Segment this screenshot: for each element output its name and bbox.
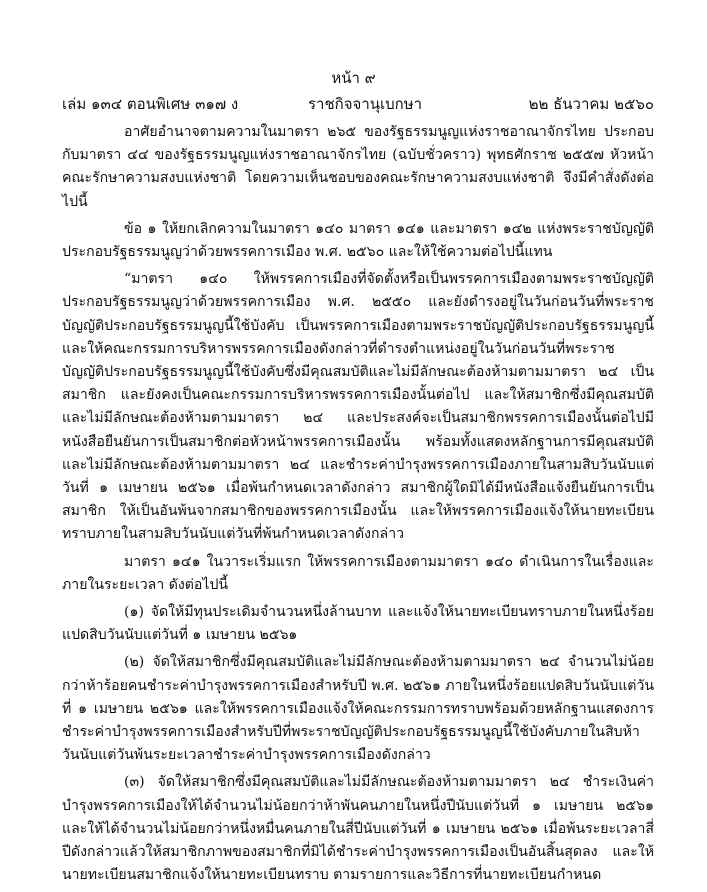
item-1-paragraph: (๑) จัดให้มีทุนประเดิมจำนวนหนึ่งล้านบาท และแจ้งให้นายทะเบียนทราบภายในหนึ่งร้อยแปดสิบวันนับแต่วันที่ ๑ เมษายน ๒๕๖๑	[62, 604, 654, 644]
page-number: หน้า ๙	[331, 69, 376, 87]
gazette-header	[62, 92, 654, 114]
item-2-paragraph: (๒) จัดให้สมาชิกซึ่งมีคุณสมบัติและไม่มีลักษณะต้องห้ามตามมาตรา ๒๔ จำนวนไม่น้อยกว่าห้าร้อยคนชำระค่าบำรุงพรรคการเมืองสำหรับปี พ.ศ. ๒๕๖๑ ภายในหนึ่งร้อยแปดสิบวันนับแต่วันที่ ๑ เมษายน ๒๕๖๑ และให้พรรคการเมืองแจ้งให้คณะกรรมการทราบพร้อมด้วยหลักฐานแสดงการชำระค่าบำรุงพรรคการเมืองสำหรับปีที่พระราชบัญญัติประกอบรัฐธรรมนูญนี้ใช้บังคับภายในสิบห้าวันนับแต่วันพ้นระยะเวลาชำระค่าบำรุงพรรคการเมืองดังกล่าว	[62, 654, 654, 764]
preamble-paragraph: อาศัยอำนาจตามความในมาตรา ๒๖๕ ของรัฐธรรมนูญแห่งราชอาณาจักรไทย ประกอบกับมาตรา ๔๔ ของรัฐธรรมนูญแห่งราชอาณาจักรไทย (ฉบับชั่วคราว) พุทธศักราช ๒๕๕๗ หัวหน้าคณะรักษาความสงบแห่งชาติ โดยความเห็นชอบของคณะรักษาความสงบแห่งชาติ จึงมีคำสั่งดังต่อไปนี้	[62, 124, 654, 210]
item-3-paragraph: (๓) จัดให้สมาชิกซึ่งมีคุณสมบัติและไม่มีลักษณะต้องห้ามตามมาตรา ๒๔ ชำระเงินค่าบำรุงพรรคการเมืองให้ได้จำนวนไม่น้อยกว่าห้าพันคนภายในหนึ่งปีนับแต่วันที่ ๑ เมษายน ๒๕๖๑ และให้ได้จำนวนไม่น้อยกว่าหนึ่งหมื่นคนภายในสี่ปีนับแต่วันที่ ๑ เมษายน ๒๕๖๑ เมื่อพ้นระยะเวลาสี่ปีดังกล่าวแล้วให้สมาชิกภาพของสมาชิกที่มิได้ชำระค่าบำรุงพรรคการเมืองเป็นอันสิ้นสุดลง และให้นายทะเบียนสมาชิกแจ้งให้นายทะเบียนทราบ ตามรายการและวิธีการที่นายทะเบียนกำหนด	[62, 774, 654, 884]
clause-1-paragraph: ข้อ ๑ ให้ยกเลิกความในมาตรา ๑๔๐ มาตรา ๑๔๑ และมาตรา ๑๔๒ แห่งพระราชบัญญัติประกอบรัฐธรรมนูญว่าด้วยพรรคการเมือง พ.ศ. ๒๕๖๐ และให้ใช้ความต่อไปนี้แทน	[62, 220, 654, 261]
section-141-paragraph: มาตรา ๑๔๑ ในวาระเริ่มแรก ให้พรรคการเมืองตามมาตรา ๑๔๐ ดำเนินการในเรื่องและภายในระยะเวลา ดังต่อไปนี้	[62, 553, 654, 593]
section-140-paragraph: “มาตรา ๑๔๐ ให้พรรคการเมืองที่จัดตั้งหรือเป็นพรรคการเมืองตามพระราชบัญญัติประกอบรัฐธรรมนูญว่าด้วยพรรคการเมือง พ.ศ. ๒๕๕๐ และยังดำรงอยู่ในวันก่อนวันที่พระราชบัญญัติประกอบรัฐธรรมนูญนี้ใช้บังคับ เป็นพรรคการเมืองตามพระราชบัญญัติประกอบรัฐธรรมนูญนี้ และให้คณะกรรมการบริหารพรรคการเมืองดังกล่าวที่ดำรงตำแหน่งอยู่ในวันก่อนวันที่พระราชบัญญัติประกอบรัฐธรรมนูญนี้ใช้บังคับซึ่งมีคุณสมบัติและไม่มีลักษณะต้องห้ามตามมาตรา ๒๔ เป็นสมาชิก และยังคงเป็นคณะกรรมการบริหารพรรคการเมืองนั้นต่อไป และให้สมาชิกซึ่งมีคุณสมบัติและไม่มีลักษณะต้องห้ามตามมาตรา ๒๔ และประสงค์จะเป็นสมาชิกพรรคการเมืองนั้นต่อไปมีหนังสือยืนยันการเป็นสมาชิกต่อหัวหน้าพรรคการเมืองนั้น พร้อมทั้งแสดงหลักฐานการมีคุณสมบัติและไม่มีลักษณะต้องห้ามตามมาตรา ๒๔ และชำระค่าบำรุงพรรคการเมืองภายในสามสิบวันนับแต่วันที่ ๑ เมษายน ๒๕๖๑ เมื่อพ้นกำหนดเวลาดังกล่าว สมาชิกผู้ใดมิได้มีหนังสือแจ้งยืนยันการเป็นสมาชิก ให้เป็นอันพ้นจากสมาชิกของพรรคการเมืองนั้น และให้พรรคการเมืองแจ้งให้นายทะเบียนทราบภายในสามสิบวันนับแต่วันที่พ้นกำหนดเวลาดังกล่าว	[62, 271, 654, 543]
publication-date: ๒๒ ธันวาคม ๒๕๖๐	[528, 95, 654, 113]
document-body	[62, 121, 654, 892]
volume-issue: เล่ม ๑๓๔ ตอนพิเศษ ๓๑๗ ง	[62, 95, 239, 113]
gazette-title: ราชกิจจานุเบกษา	[308, 95, 423, 113]
